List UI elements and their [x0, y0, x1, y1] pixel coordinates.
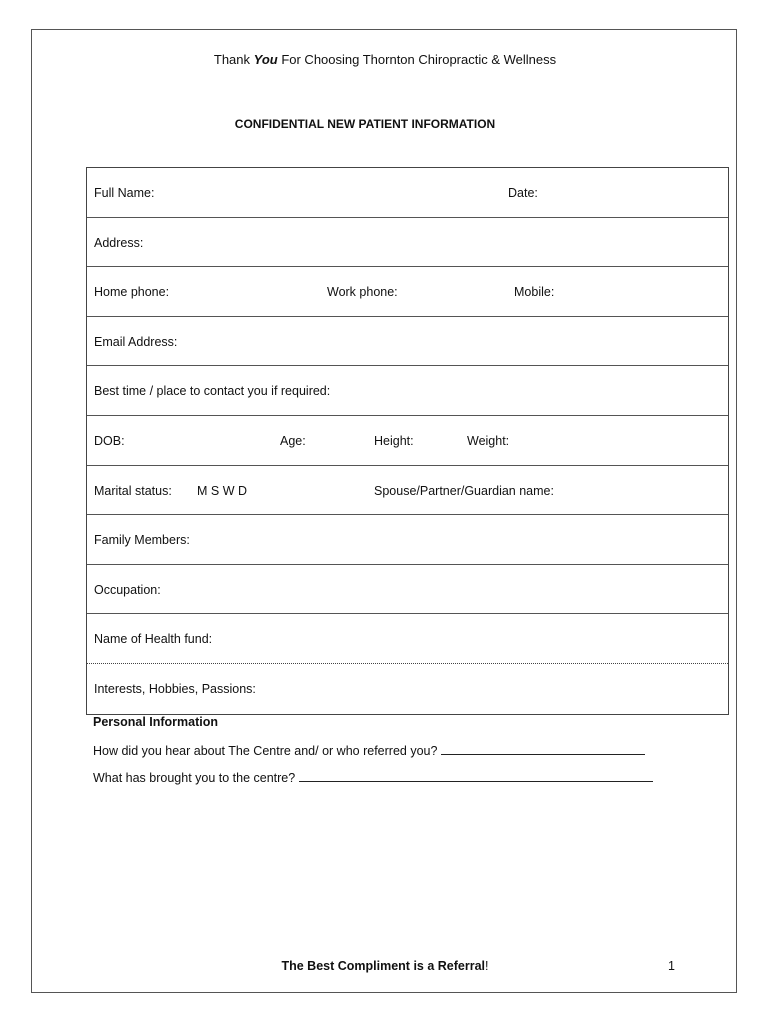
marital-status-label: Marital status: — [94, 483, 172, 498]
row-occupation — [87, 565, 728, 615]
row-email — [87, 317, 728, 367]
mobile-label: Mobile: — [514, 285, 555, 300]
thank-you-text-start: Thank — [213, 52, 254, 67]
interests-label: Interests, Hobbies, Passions: — [94, 681, 256, 696]
health-fund-label: Name of Health fund: — [94, 632, 213, 647]
spouse-label: Spouse/Partner/Guardian name: — [374, 483, 554, 498]
thank-you-emphasis: You — [253, 52, 278, 67]
home-phone-label: Home phone: — [94, 285, 170, 300]
footer-slogan-end: ! — [485, 959, 489, 973]
referral-question-text: How did you hear about The Centre and/ or who referred you? — [93, 744, 438, 758]
row-dob-age — [87, 416, 728, 466]
personal-information-heading: Personal Information — [93, 715, 219, 729]
footer-slogan — [0, 958, 770, 974]
reason-answer-line[interactable] — [299, 768, 653, 782]
patient-info-table — [86, 167, 729, 715]
best-time-label: Best time / place to contact you if required: — [94, 384, 331, 399]
weight-label: Weight: — [467, 433, 510, 448]
height-label: Height: — [374, 433, 414, 448]
date-label: Date: — [508, 186, 538, 200]
email-label: Email Address: — [94, 334, 178, 349]
marital-options: M S W D — [197, 483, 247, 498]
row-name-date — [87, 168, 728, 218]
row-interests — [87, 664, 728, 714]
work-phone-label: Work phone: — [327, 285, 398, 300]
age-label: Age: — [280, 433, 306, 448]
dob-label: DOB: — [94, 433, 125, 448]
occupation-label: Occupation: — [94, 582, 161, 597]
row-health-fund — [87, 614, 728, 664]
full-name-label: Full Name: — [94, 186, 155, 200]
thank-you-line — [0, 52, 770, 68]
referral-answer-line[interactable] — [441, 741, 645, 755]
footer-slogan-bold: The Best Compliment is a Referral — [281, 959, 486, 973]
family-members-label: Family Members: — [94, 533, 190, 548]
reason-question — [93, 768, 653, 786]
form-title: CONFIDENTIAL NEW PATIENT INFORMATION — [234, 117, 496, 131]
row-family — [87, 515, 728, 565]
reason-question-text: What has brought you to the centre? — [93, 771, 296, 785]
row-address — [87, 218, 728, 268]
page-number: 1 — [668, 959, 675, 973]
row-marital — [87, 466, 728, 516]
referral-question — [93, 741, 645, 759]
row-best-time — [87, 366, 728, 416]
address-label: Address: — [94, 235, 144, 250]
thank-you-text-end: For Choosing Thornton Chiropractic & Wellness — [277, 52, 557, 67]
row-phones — [87, 267, 728, 317]
